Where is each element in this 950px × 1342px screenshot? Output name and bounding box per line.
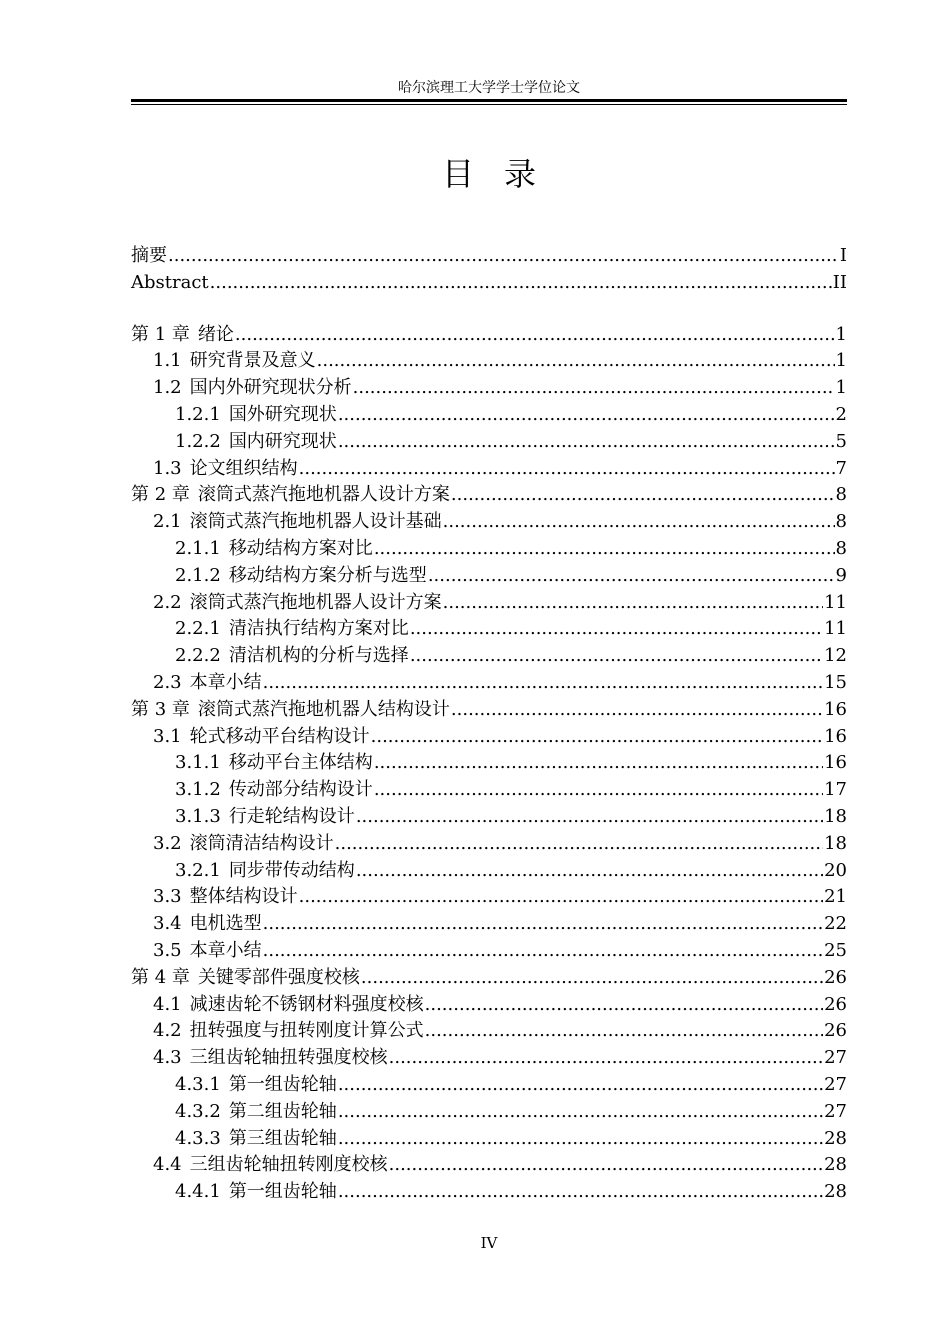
toc-entry-label: 移动结构方案对比 bbox=[228, 538, 373, 559]
toc-entry-number: 3.2.1 bbox=[175, 859, 221, 881]
toc-entry-number: 1.3 bbox=[153, 457, 182, 479]
toc-entry-number: 2.2 bbox=[153, 591, 182, 613]
toc-dot-leader bbox=[317, 348, 835, 374]
toc-dot-leader bbox=[299, 884, 823, 910]
toc-dot-leader bbox=[410, 643, 823, 669]
toc-entry[interactable] bbox=[153, 670, 847, 696]
toc-entry-label: 同步带传动结构 bbox=[228, 859, 355, 881]
toc-entry[interactable] bbox=[153, 1018, 847, 1044]
toc-entry-number: 3.1.1 bbox=[175, 752, 221, 774]
toc-entry-label: 行走轮结构设计 bbox=[228, 806, 355, 827]
toc-entry-page: 26 bbox=[824, 993, 847, 1015]
toc-entry[interactable] bbox=[175, 536, 847, 562]
toc-entry[interactable] bbox=[175, 1099, 847, 1125]
toc-entry-page: 16 bbox=[824, 752, 847, 774]
toc-entry-page: 27 bbox=[824, 1074, 847, 1095]
toc-dot-leader bbox=[168, 243, 839, 269]
toc-entry-page: 26 bbox=[824, 1020, 847, 1042]
toc-entry-number: 4.3.2 bbox=[175, 1100, 221, 1122]
toc-dot-leader bbox=[443, 509, 835, 535]
toc-dot-leader bbox=[389, 1045, 823, 1071]
toc-dot-leader bbox=[299, 456, 835, 482]
toc-entry-page: II bbox=[832, 271, 847, 293]
toc-entry-label: 扭转强度与扭转刚度计算公式 bbox=[189, 1020, 424, 1042]
toc-entry-number: 第 2 章 bbox=[131, 484, 190, 506]
toc-entry[interactable] bbox=[175, 1072, 847, 1098]
toc-entry-label: 轮式移动平台结构设计 bbox=[189, 725, 370, 747]
toc-dot-leader bbox=[338, 402, 835, 428]
toc-entry-label: 滚筒式蒸汽拖地机器人设计基础 bbox=[189, 511, 442, 533]
toc-dot-leader bbox=[263, 938, 823, 964]
toc-entry-label: 三组齿轮轴扭转强度校核 bbox=[189, 1047, 388, 1069]
toc-entry-page: 8 bbox=[835, 511, 847, 533]
toc-entry-label: 滚筒清洁结构设计 bbox=[189, 832, 334, 854]
toc-entry-number: 3.1.3 bbox=[175, 806, 221, 827]
toc-entry-page: 21 bbox=[824, 886, 847, 908]
toc-entry-page: 25 bbox=[824, 940, 847, 961]
toc-entry[interactable] bbox=[153, 831, 847, 857]
toc-entry[interactable] bbox=[175, 858, 847, 884]
toc-dot-leader bbox=[374, 777, 823, 803]
toc-entry-label: 第三组齿轮轴 bbox=[228, 1127, 337, 1149]
toc-entry-label: 滚筒式蒸汽拖地机器人设计方案 bbox=[197, 484, 450, 506]
toc-entry-page: 28 bbox=[824, 1181, 847, 1203]
toc-dot-leader bbox=[410, 616, 823, 642]
toc-entry-page: I bbox=[839, 245, 847, 266]
toc-entry-number: 4.3 bbox=[153, 1047, 182, 1069]
toc-dot-leader bbox=[338, 1099, 823, 1125]
toc-entry[interactable] bbox=[175, 429, 847, 455]
toc-dot-leader bbox=[338, 1072, 823, 1098]
toc-entry-number: 第 3 章 bbox=[131, 698, 190, 720]
toc-entry[interactable] bbox=[131, 482, 847, 508]
toc-entry-label: 本章小结 bbox=[189, 940, 262, 961]
running-header: 哈尔滨理工大学学士学位论文 bbox=[398, 80, 580, 96]
toc-dot-leader bbox=[353, 375, 835, 401]
toc-entry-number: 第 4 章 bbox=[131, 966, 190, 988]
toc-dot-leader bbox=[235, 322, 835, 348]
toc-entry-number: 3.3 bbox=[153, 886, 182, 908]
toc-entry-page: 8 bbox=[835, 484, 847, 506]
toc-entry-page: 28 bbox=[824, 1127, 847, 1149]
toc-dot-leader bbox=[263, 911, 823, 937]
toc-entry-page: 7 bbox=[835, 457, 847, 479]
toc-entry-page: 1 bbox=[835, 377, 847, 399]
toc-entry[interactable] bbox=[175, 1126, 847, 1152]
toc-entry-label: 减速齿轮不锈钢材料强度校核 bbox=[189, 993, 424, 1015]
toc-entry-page: 1 bbox=[835, 350, 847, 372]
toc-entry[interactable] bbox=[153, 456, 847, 482]
toc-entry[interactable] bbox=[175, 804, 847, 830]
toc-entry-page: 16 bbox=[824, 698, 847, 720]
toc-entry[interactable] bbox=[131, 965, 847, 991]
toc-entry-page: 20 bbox=[824, 859, 847, 881]
toc-dot-leader bbox=[389, 1152, 823, 1178]
toc-dot-leader bbox=[374, 750, 823, 776]
toc-entry-number: 2.3 bbox=[153, 672, 182, 693]
toc-entry-number: 4.3.1 bbox=[175, 1074, 221, 1095]
toc-dot-leader bbox=[425, 1018, 823, 1044]
toc-entry-number: 4.3.3 bbox=[175, 1127, 221, 1149]
toc-dot-leader bbox=[338, 1126, 823, 1152]
toc-dot-leader bbox=[451, 697, 823, 723]
header-rule-thin bbox=[131, 104, 847, 105]
toc-entry[interactable] bbox=[153, 590, 847, 616]
toc-entry[interactable] bbox=[153, 992, 847, 1018]
toc-entry-label: 第一组齿轮轴 bbox=[228, 1181, 337, 1203]
toc-dot-leader bbox=[210, 270, 832, 296]
toc-entry-number: 2.1.1 bbox=[175, 538, 221, 559]
toc-entry-label: 论文组织结构 bbox=[189, 457, 298, 479]
toc-entry-page: 11 bbox=[824, 618, 847, 640]
toc-dot-leader bbox=[263, 670, 823, 696]
toc-entry[interactable] bbox=[153, 1045, 847, 1071]
toc-entry-page: 16 bbox=[824, 725, 847, 747]
toc-entry[interactable] bbox=[175, 643, 847, 669]
toc-entry-label: 整体结构设计 bbox=[189, 886, 298, 908]
toc-entry[interactable] bbox=[153, 938, 847, 964]
toc-entry-label: 国内外研究现状分析 bbox=[189, 377, 352, 399]
toc-entry-page: 17 bbox=[824, 779, 847, 801]
toc-dot-leader bbox=[443, 590, 823, 616]
toc-dot-leader bbox=[335, 831, 823, 857]
toc-entry-page: 27 bbox=[824, 1047, 847, 1069]
toc-entry-number: 1.2.1 bbox=[175, 404, 221, 425]
toc-entry-number: 2.2.2 bbox=[175, 645, 221, 667]
toc-dot-leader bbox=[425, 992, 823, 1018]
toc-entry-page: 15 bbox=[824, 672, 847, 693]
toc-entry-label: 三组齿轮轴扭转刚度校核 bbox=[189, 1154, 388, 1176]
toc-dot-leader bbox=[371, 724, 823, 750]
toc-entry-label: 清洁机构的分析与选择 bbox=[228, 645, 409, 667]
toc-entry-number: 1.1 bbox=[153, 350, 182, 372]
toc-entry[interactable] bbox=[131, 270, 847, 296]
toc-entry[interactable] bbox=[175, 777, 847, 803]
toc-entry-label: 摘要 bbox=[131, 245, 167, 266]
toc-entry[interactable] bbox=[131, 243, 847, 269]
toc-entry-label: 国内研究现状 bbox=[228, 430, 337, 452]
toc-entry-number: 4.4 bbox=[153, 1154, 182, 1176]
toc-dot-leader bbox=[361, 965, 823, 991]
toc-entry-label: 研究背景及意义 bbox=[189, 350, 316, 372]
toc-entry-page: 27 bbox=[824, 1100, 847, 1122]
toc-entry[interactable] bbox=[153, 724, 847, 750]
toc-entry-label: 第二组齿轮轴 bbox=[228, 1100, 337, 1122]
toc-entry-page: 26 bbox=[824, 966, 847, 988]
toc-entry-label: 第一组齿轮轴 bbox=[228, 1074, 337, 1095]
toc-entry-number: 4.4.1 bbox=[175, 1181, 221, 1203]
toc-entry-number: 3.4 bbox=[153, 913, 182, 935]
toc-entry-label: 移动结构方案分析与选型 bbox=[228, 564, 427, 586]
toc-entry-label: 滚筒式蒸汽拖地机器人设计方案 bbox=[189, 591, 442, 613]
toc-entry-number: 3.5 bbox=[153, 940, 182, 961]
toc-entry-number: 1.2 bbox=[153, 377, 182, 399]
toc-entry[interactable] bbox=[153, 1152, 847, 1178]
toc-entry-label: 传动部分结构设计 bbox=[228, 779, 373, 801]
toc-entry-page: 8 bbox=[835, 538, 847, 559]
page-number: IV bbox=[480, 1234, 498, 1252]
header-rule-thick bbox=[131, 99, 847, 102]
toc-entry[interactable] bbox=[175, 1179, 847, 1205]
toc-entry-page: 11 bbox=[824, 591, 847, 613]
toc-entry[interactable] bbox=[131, 697, 847, 723]
toc-entry-label: Abstract bbox=[131, 271, 209, 293]
toc-dot-leader bbox=[428, 563, 835, 589]
toc-entry-label: 移动平台主体结构 bbox=[228, 752, 373, 774]
toc-entry-label: 电机选型 bbox=[189, 913, 262, 935]
toc-entry-number: 2.1.2 bbox=[175, 564, 221, 586]
toc-entry-label: 本章小结 bbox=[189, 672, 262, 693]
toc-entry[interactable] bbox=[175, 616, 847, 642]
toc-entry-number: 第 1 章 bbox=[131, 323, 190, 345]
toc-entry-page: 5 bbox=[835, 430, 847, 452]
toc-entry-number: 1.2.2 bbox=[175, 430, 221, 452]
toc-entry-page: 9 bbox=[835, 564, 847, 586]
toc-entry-page: 22 bbox=[824, 913, 847, 935]
toc-entry[interactable] bbox=[153, 509, 847, 535]
toc-dot-leader bbox=[356, 804, 823, 830]
toc-entry-number: 4.1 bbox=[153, 993, 182, 1015]
toc-entry-label: 绪论 bbox=[197, 323, 234, 345]
toc-dot-leader bbox=[338, 1179, 823, 1205]
toc-entry-page: 2 bbox=[835, 404, 847, 425]
toc-entry-label: 滚筒式蒸汽拖地机器人结构设计 bbox=[197, 698, 450, 720]
toc-entry-label: 关键零部件强度校核 bbox=[197, 966, 360, 988]
toc-entry[interactable] bbox=[153, 348, 847, 374]
toc-entry-number: 2.2.1 bbox=[175, 618, 221, 640]
toc-entry-number: 4.2 bbox=[153, 1020, 182, 1042]
toc-entry-number: 3.2 bbox=[153, 832, 182, 854]
toc-entry[interactable] bbox=[175, 750, 847, 776]
toc-entry-page: 28 bbox=[824, 1154, 847, 1176]
toc-entry-number: 2.1 bbox=[153, 511, 182, 533]
toc-entry-label: 清洁执行结构方案对比 bbox=[228, 618, 409, 640]
toc-entry[interactable] bbox=[153, 375, 847, 401]
page-title: 目录 bbox=[441, 155, 566, 193]
toc-dot-leader bbox=[356, 858, 823, 884]
toc-dot-leader bbox=[338, 429, 835, 455]
toc-entry-number: 3.1.2 bbox=[175, 779, 221, 801]
toc-entry-page: 18 bbox=[824, 832, 847, 854]
toc-entry-page: 18 bbox=[824, 806, 847, 827]
toc-entry[interactable] bbox=[153, 884, 847, 910]
toc-entry[interactable] bbox=[131, 322, 847, 348]
toc-entry[interactable] bbox=[175, 402, 847, 428]
toc-entry-page: 12 bbox=[824, 645, 847, 667]
toc-dot-leader bbox=[451, 482, 835, 508]
toc-entry-number: 3.1 bbox=[153, 725, 182, 747]
toc-entry[interactable] bbox=[175, 563, 847, 589]
toc-entry-page: 1 bbox=[835, 323, 847, 345]
toc-dot-leader bbox=[374, 536, 835, 562]
toc-entry-label: 国外研究现状 bbox=[228, 404, 337, 425]
toc-entry[interactable] bbox=[153, 911, 847, 937]
